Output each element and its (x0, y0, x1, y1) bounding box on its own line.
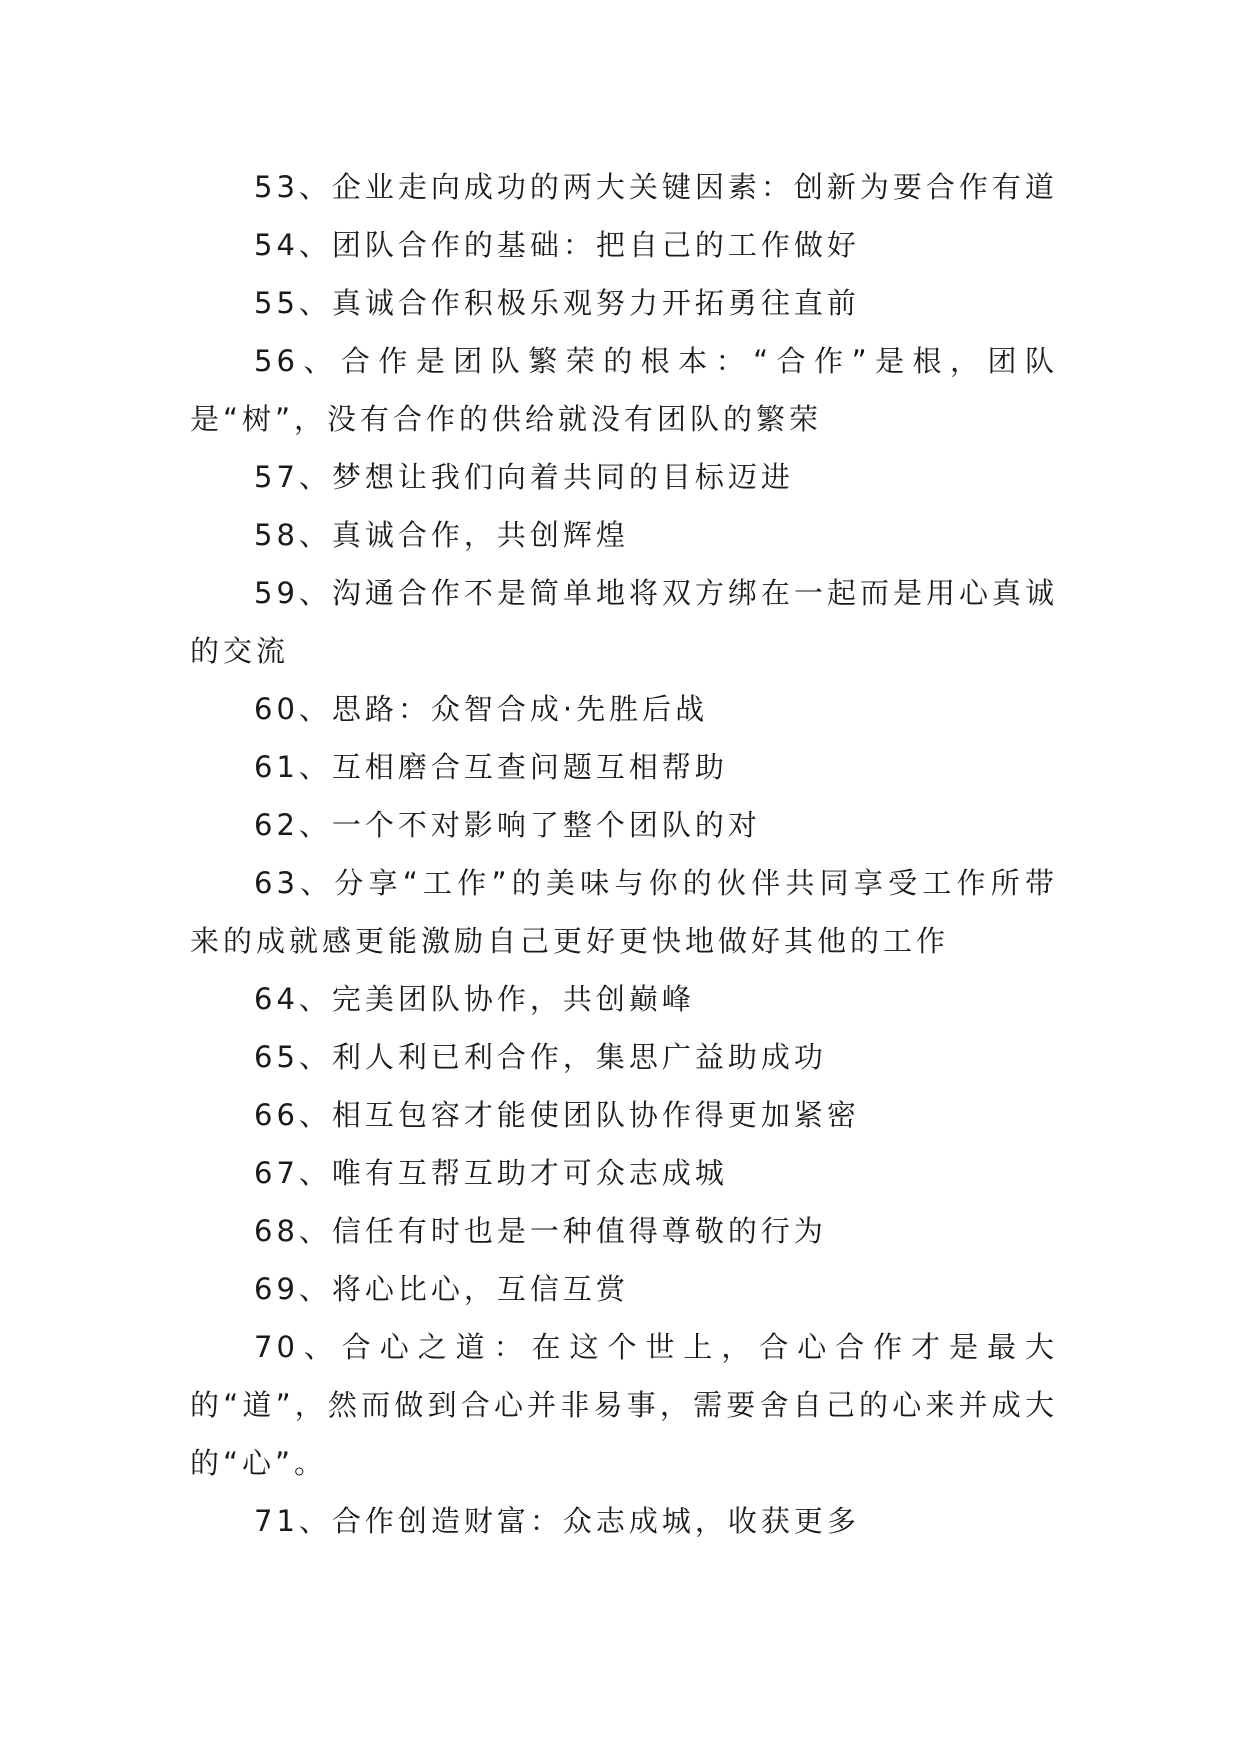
list-item: 60、思路：众智合成·先胜后战 (254, 692, 709, 726)
list-item: 71、合作创造财富：众志成城，收获更多 (254, 1504, 860, 1538)
list-item: 61、互相磨合互查问题互相帮助 (254, 750, 728, 784)
list-item: 59、沟通合作不是简单地将双方绑在一起而是用心真诚的交流 (190, 576, 1058, 668)
list-item: 56、合作是团队繁荣的根本：“合作”是根，团队是“树”，没有合作的供给就没有团队的繁荣 (190, 344, 1058, 436)
list-item: 57、梦想让我们向着共同的目标迈进 (254, 460, 794, 494)
slogan-list (190, 158, 1058, 1550)
list-item: 65、利人利已利合作，集思广益助成功 (254, 1040, 827, 1074)
list-item: 70、合心之道：在这个世上，合心合作才是最大的“道”，然而做到合心并非易事，需要舍自己的心来并成大的“心”。 (190, 1330, 1058, 1480)
list-item: 54、团队合作的基础：把自己的工作做好 (254, 228, 860, 262)
list-item: 53、企业走向成功的两大关键因素：创新为要合作有道 (254, 170, 1058, 204)
list-item: 66、相互包容才能使团队协作得更加紧密 (254, 1098, 860, 1132)
list-item: 55、真诚合作积极乐观努力开拓勇往直前 (254, 286, 860, 320)
list-item: 64、完美团队协作，共创巅峰 (254, 982, 695, 1016)
list-item: 68、信任有时也是一种值得尊敬的行为 (254, 1214, 827, 1248)
list-item: 69、将心比心，互信互赏 (254, 1272, 629, 1306)
list-item: 67、唯有互帮互助才可众志成城 (254, 1156, 728, 1190)
list-item: 58、真诚合作，共创辉煌 (254, 518, 629, 552)
list-item: 62、一个不对影响了整个团队的对 (254, 808, 761, 842)
list-item: 63、分享“工作”的美味与你的伙伴共同享受工作所带来的成就感更能激励自己更好更快地做好其他的工作 (190, 866, 1058, 958)
